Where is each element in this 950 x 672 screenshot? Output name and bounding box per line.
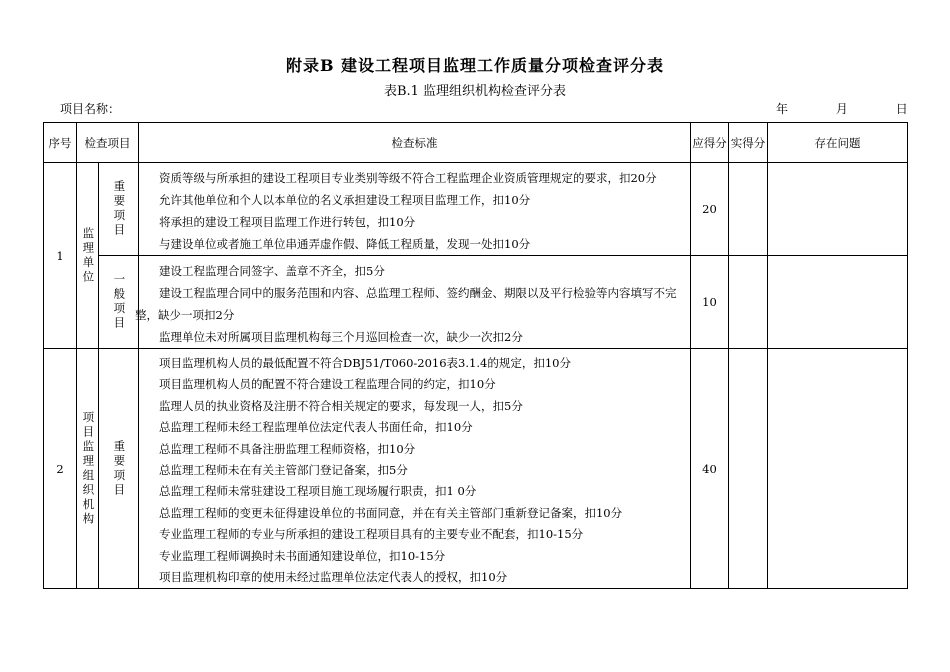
month-label: 月 [835, 102, 848, 116]
standard-line: 总监理工程师未经工程监理单位法定代表人书面任命，扣10分 [159, 420, 473, 435]
table-row [44, 349, 908, 589]
standard-line: 允许其他单位和个人以本单位的名义承担建设工程项目监理工作，扣10分 [159, 193, 531, 207]
category-label: 一般项目 [112, 273, 127, 331]
row-number: 2 [44, 349, 77, 589]
header-no: 序号 [44, 123, 77, 163]
category-cell [99, 256, 139, 349]
date-fields [776, 100, 934, 117]
issues-cell[interactable] [768, 349, 908, 589]
header-due: 应得分 [691, 123, 729, 163]
standard-cell [135, 256, 691, 349]
due-score: 20 [691, 163, 729, 256]
standard-line: 总监理工程师不具备注册监理工程师资格，扣10分 [159, 441, 416, 456]
due-score: 40 [691, 349, 729, 589]
standard-line: 资质等级与所承担的建设工程项目专业类别等级不符合工程监理企业资质管理规定的要求，扣20分 [159, 171, 657, 185]
table-row [44, 163, 908, 256]
standard-line: 专业监理工程师的专业与所承担的建设工程项目具有的主要专业不配套，扣10-15分 [159, 527, 584, 542]
actual-score[interactable] [729, 349, 768, 589]
header-standard: 检查标准 [139, 123, 691, 163]
year-label: 年 [776, 102, 789, 116]
standard-line: 专业监理工程师调换时未书面通知建设单位，扣10-15分 [159, 548, 446, 563]
standard-line: 将承担的建设工程项目监理工作进行转包，扣10分 [159, 215, 416, 229]
standard-line: 总监理工程师的变更未征得建设单位的书面同意，并在有关主管部门重新登记备案，扣10分 [159, 505, 623, 520]
standard-line: 与建设单位或者施工单位串通弄虚作假、降低工程质量，发现一处扣10分 [159, 237, 531, 251]
category-label: 重要项目 [112, 180, 127, 238]
header-issues: 存在问题 [768, 123, 908, 163]
group-cell [77, 349, 99, 589]
due-score: 10 [691, 256, 729, 349]
standard-line: 监理人员的执业资格及注册不符合相关规定的要求，每发现一人，扣5分 [159, 398, 523, 413]
group-label: 项目监理组织机构 [81, 410, 96, 527]
standard-cell [139, 349, 691, 589]
header-row [44, 123, 908, 163]
standard-line: 项目监理机构印章的使用未经过监理单位法定代表人的授权，扣10分 [159, 569, 508, 584]
standard-line: 建设工程监理合同中的服务范围和内容、总监理工程师、签约酬金、期限以及平行检验等内容填写不完 [159, 286, 677, 300]
category-cell [99, 163, 139, 256]
table-subtitle: 表B.1 监理组织机构检查评分表 [383, 84, 567, 99]
issues-cell[interactable] [768, 163, 908, 256]
row-number: 1 [44, 163, 77, 349]
header-actual: 实得分 [729, 123, 768, 163]
header-item: 检查项目 [77, 123, 139, 163]
group-label: 监理单位 [81, 226, 96, 285]
standard-line: 项目监理机构人员的最低配置不符合DBJ51/T060-2016表3.1.4的规定，扣10分 [159, 356, 571, 370]
actual-score[interactable] [729, 256, 768, 349]
standard-line: 项目监理机构人员的配置不符合建设工程监理合同的约定，扣10分 [159, 377, 496, 392]
standard-line: 建设工程监理合同签字、盖章不齐全，扣5分 [159, 264, 385, 278]
standard-line: 监理单位未对所属项目监理机构每三个月巡回检查一次，缺少一次扣2分 [159, 330, 523, 344]
group-cell [77, 163, 99, 349]
category-cell [99, 349, 139, 589]
document-title: 附录B 建设工程项目监理工作质量分项检查评分表 [285, 56, 665, 75]
standard-line: 整，缺少一项扣2分 [135, 308, 235, 322]
score-table [43, 122, 908, 589]
table-row [44, 256, 908, 349]
day-label: 日 [895, 102, 908, 116]
actual-score[interactable] [729, 163, 768, 256]
project-name-label: 项目名称： [60, 102, 121, 116]
issues-cell[interactable] [768, 256, 908, 349]
category-label: 重要项目 [112, 439, 127, 498]
standard-line: 总监理工程师未常驻建设工程项目施工现场履行职责，扣1 0分 [159, 484, 477, 499]
standard-cell [139, 163, 691, 256]
standard-line: 总监理工程师未在有关主管部门登记备案，扣5分 [159, 462, 408, 477]
